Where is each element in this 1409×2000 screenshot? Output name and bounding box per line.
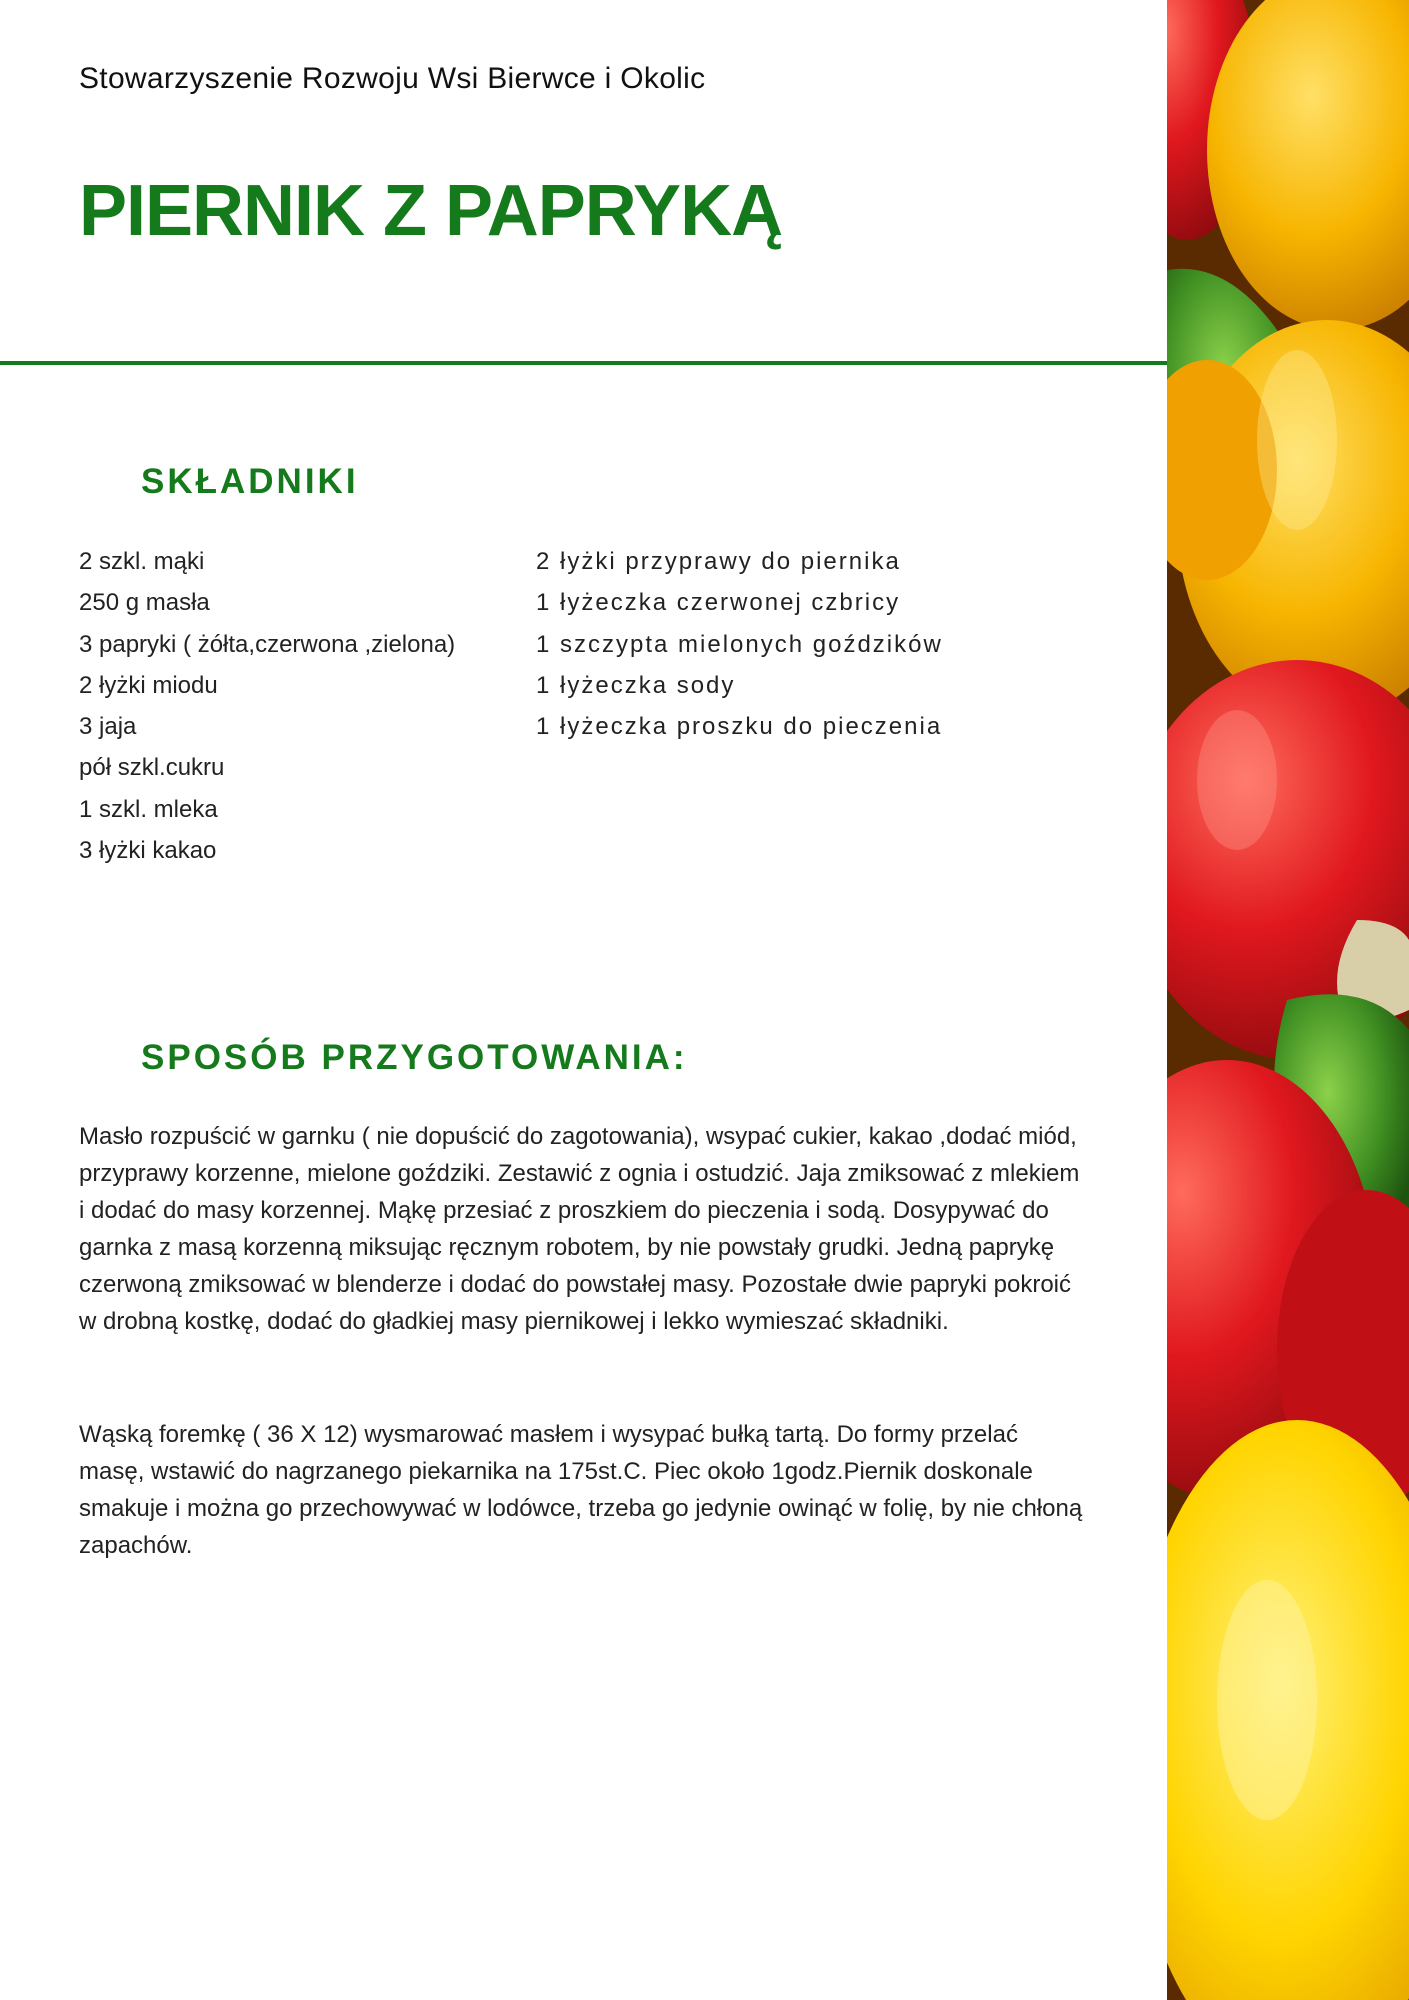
ingredient-item: 1 łyżeczka proszku do pieczenia xyxy=(536,713,943,741)
ingredient-item: 1 łyżeczka sody xyxy=(536,671,736,699)
organization-name: Stowarzyszenie Rozwoju Wsi Bierwce i Okolic xyxy=(79,62,706,95)
ingredient-item: pół szkl.cukru xyxy=(79,754,225,782)
ingredients-list-left xyxy=(79,541,455,871)
title-divider xyxy=(0,361,1167,365)
preparation-heading: SPOSÓB PRZYGOTOWANIA: xyxy=(141,1038,688,1077)
ingredient-item: 3 papryki ( żółta,czerwona ,zielona) xyxy=(79,630,456,658)
ingredient-item: 1 łyżeczka czerwonej czbricy xyxy=(536,589,901,617)
ingredient-item: 250 g masła xyxy=(79,589,210,617)
ingredient-item: 1 szczypta mielonych goździków xyxy=(536,630,943,658)
ingredient-item: 1 szkl. mleka xyxy=(79,795,218,823)
ingredient-item: 3 jaja xyxy=(79,713,137,741)
ingredient-item: 2 szkl. mąki xyxy=(79,548,205,575)
ingredients-list-right xyxy=(536,541,943,747)
preparation-paragraph-2: Wąską foremkę ( 36 X 12) wysmarować masłem i wysypać bułką tartą. Do formy przelać masę, wstawić do nagrzanego piekarnika na 175st.C. Piec około 1godz.Piernik doskonale smakuje i można go przechowywać w lodówce, trzeba go jedynie owinąć w folię, by nie chłoną zapachów. xyxy=(79,1421,1083,1559)
pepper-photo xyxy=(1167,0,1409,2000)
ingredient-item: 3 łyżki kakao xyxy=(79,837,217,865)
ingredients-heading: SKŁADNIKI xyxy=(141,462,359,501)
ingredient-item: 2 łyżki miodu xyxy=(79,671,218,699)
ingredient-item: 2 łyżki przyprawy do piernika xyxy=(536,548,901,575)
recipe-title: PIERNIK Z PAPRYKĄ xyxy=(79,171,783,251)
preparation-paragraph-1: Masło rozpuścić w garnku ( nie dopuścić do zagotowania), wsypać cukier, kakao ,dodać miód, przyprawy korzenne, mielone goździki. Zestawić z ognia i ostudzić. Jaja zmiksować z mlekiem i dodać do masy korzennej. Mąkę przesiać z proszkiem do pieczenia i sodą. Dosypywać do garnka z masą korzenną miksując ręcznym robotem, by nie powstały grudki. Jedną paprykę czerwoną zmiksować w blenderze i dodać do powstałej masy. Pozostałe dwie papryki pokroić w drobną kostkę, dodać do gładkiej masy piernikowej i lekko wymieszać składniki. xyxy=(79,1123,1080,1335)
